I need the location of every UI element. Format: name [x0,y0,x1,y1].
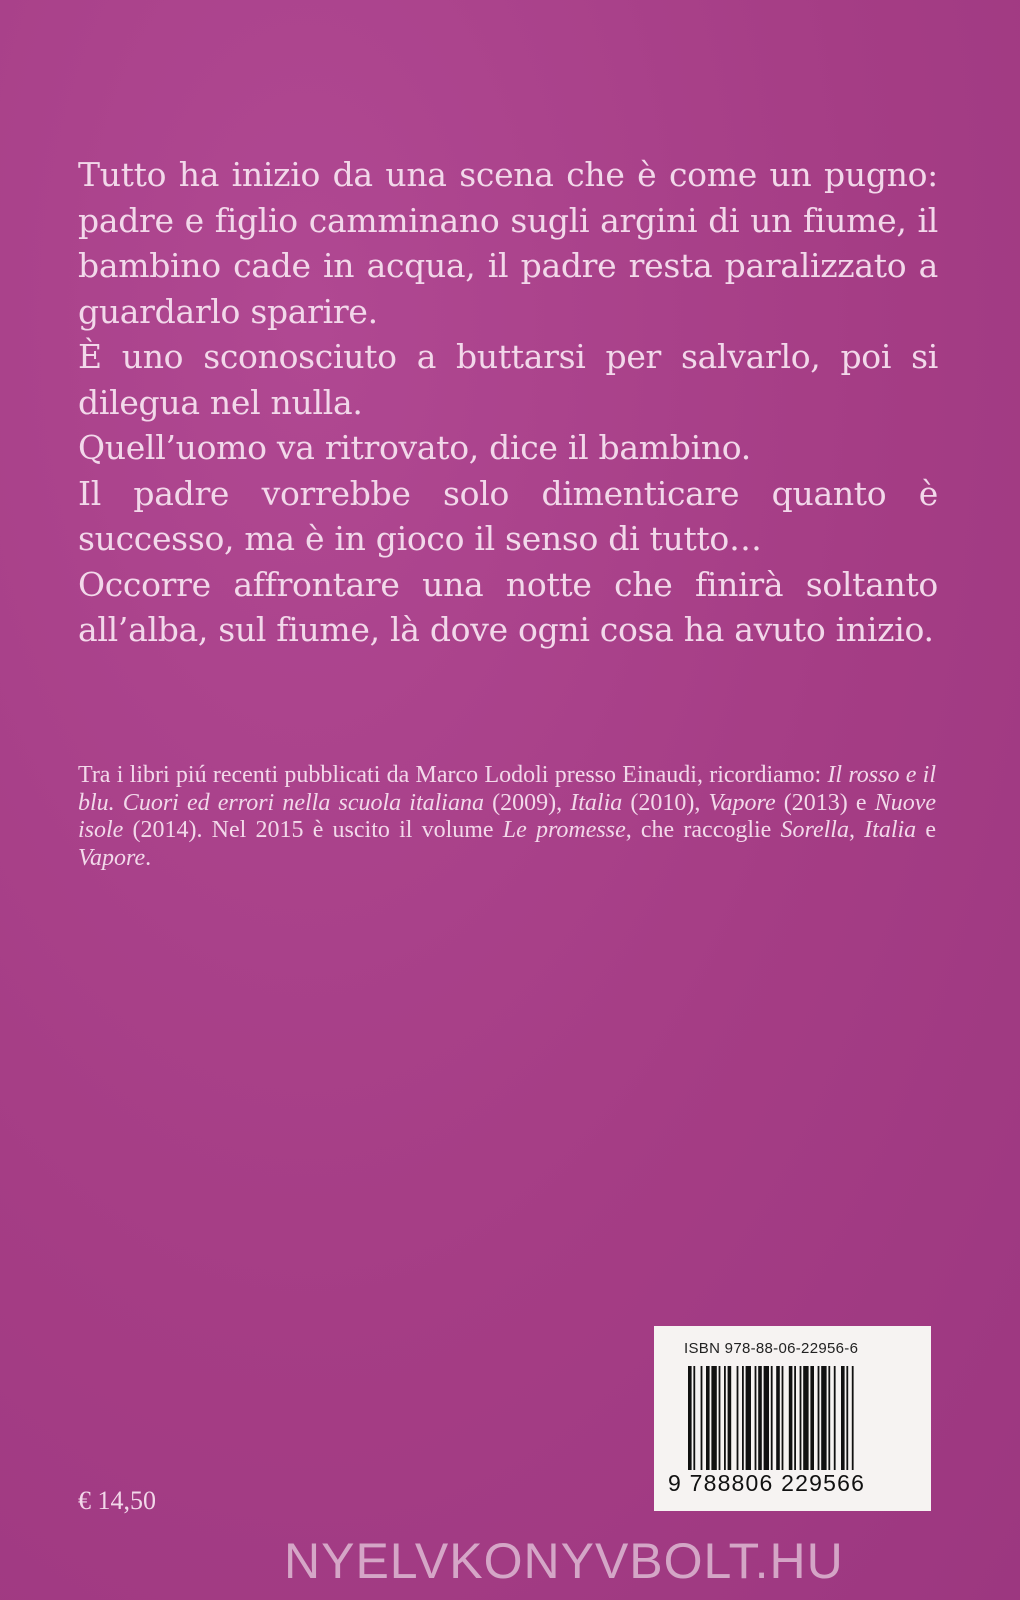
barcode-bars [688,1366,898,1470]
book-title: Italia [864,817,917,843]
barcode-bar [719,1366,721,1470]
blurb-paragraph: Il padre vorrebbe solo dimenticare quanto è successo, ma è in gioco il senso di tutto… [78,473,938,558]
barcode-bar [821,1366,826,1470]
barcode-bar [818,1366,820,1470]
barcode-bar [746,1366,751,1470]
barcode-bar [688,1366,692,1470]
book-title: Sorella [780,817,849,843]
price-label: € 14,50 [78,1486,156,1515]
barcode-bar [794,1366,796,1470]
bio-text: , che raccoglie [625,817,781,843]
bio-text: (2009), [483,789,571,816]
barcode-bar [782,1366,784,1470]
barcode-bar [711,1366,716,1470]
blurb-paragraph: Occorre affrontare una notte che finirà soltanto all’alba, sul fiume, là dove ogni cosa ha avuto inizio. [78,564,938,649]
barcode-bar [701,1366,703,1470]
isbn-barcode [654,1326,931,1511]
bio-text: , [848,817,865,843]
bio-text: (2010), [622,789,709,816]
bio-text: Tra i libri piú recenti pubblicati da Marco Lodoli presso Einaudi, ricordiamo: [78,762,828,788]
barcode-bar [828,1366,830,1470]
book-title: Le promesse [502,817,626,843]
barcode-bar [803,1366,808,1470]
barcode-bar [728,1366,732,1470]
barcode-bar [758,1366,762,1470]
barcode-bar [764,1366,769,1470]
barcode-bar [810,1366,814,1470]
isbn-label: ISBN 978-88-06-22956-6 [684,1340,859,1357]
watermark: NYELVKONYVBOLT.HU [284,1533,844,1589]
bio-text: (2014). Nel 2015 è uscito il volume [123,817,503,843]
barcode-bar [742,1366,744,1470]
barcode-bar [693,1366,695,1470]
bio-text: . [145,844,152,871]
bio-text: (2013) e [775,789,875,816]
barcode-bar [800,1366,802,1470]
barcode-digits: 9 788806 229566 [668,1470,866,1496]
blurb-paragraph: Tutto ha inizio da una scena che è come un pugno: padre e figlio camminano sugli argini di un fiume, il bambino cade in acqua, il padre resta paralizzato a guardarlo sparire. [78,155,938,331]
blurb-paragraph: Quell’uomo va ritrovato, dice il bambino. [78,428,751,467]
book-title: Vapore [78,844,146,871]
barcode-bar [724,1366,726,1470]
blurb-paragraph: È uno sconosciuto a buttarsi per salvarlo, poi si dilegua nel nulla. [78,337,938,422]
barcode-bar [737,1366,739,1470]
barcode-bar [755,1366,757,1470]
book-title: Nuove isole [78,789,937,843]
barcode-bar [789,1366,793,1470]
barcode-bar [834,1366,836,1470]
back-cover-blurb [78,152,938,653]
barcode-bar [706,1366,710,1470]
book-title: Il rosso e il blu. Cuori ed errori nella scuola italiana [78,762,937,816]
author-bibliography [78,762,936,872]
barcode-bar [776,1366,780,1470]
book-title: Italia [570,789,623,816]
barcode-bar [841,1366,845,1470]
barcode-bar [852,1366,854,1470]
bio-text: e [916,817,936,843]
barcode-bar [771,1366,773,1470]
book-title: Vapore [708,789,776,816]
barcode-bar [846,1366,848,1470]
